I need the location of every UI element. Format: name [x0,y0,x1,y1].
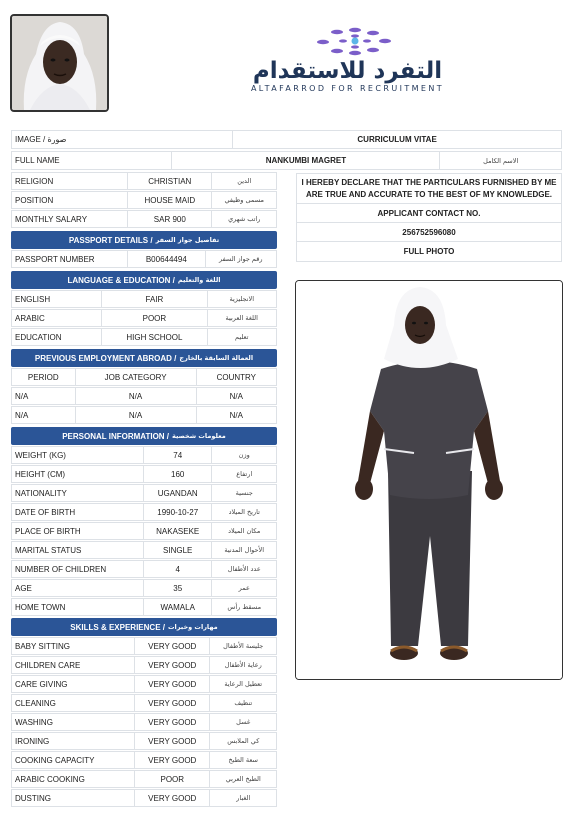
field-value: WAMALA [144,599,213,615]
education-row [11,328,277,346]
full-body-image [296,281,562,679]
language-header [11,271,277,289]
skill-level: VERY GOOD [135,638,210,654]
skill-level: VERY GOOD [135,733,210,749]
religion-row [11,172,277,190]
field-label: RELIGION [12,173,128,189]
field-label: HEIGHT (CM) [12,466,144,482]
skill-label: WASHING [12,714,135,730]
field-arabic: تعليم [235,333,249,341]
portrait-image [12,16,107,110]
logo-emblem [205,22,490,62]
portrait-photo [10,14,109,112]
column-header: JOB CATEGORY [76,369,197,385]
skill-row [11,713,277,731]
field-label: POSITION [12,192,128,208]
field-label: ENGLISH [12,291,102,307]
skill-label: CHILDREN CARE [12,657,135,673]
field-arabic: ارتفاع [236,470,253,478]
header-arabic: تفاصيل جواز السفر [155,236,220,244]
personal-row [11,598,277,616]
skill-label: CLEANING [12,695,135,711]
field-label: EDUCATION [12,329,102,345]
table-cell: N/A [229,391,243,401]
column-header: PERIOD [12,369,76,385]
personal-row [11,465,277,483]
field-arabic: مكان الميلاد [228,527,261,535]
personal-row [11,560,277,578]
field-arabic: اللغة العربية [225,314,258,322]
skill-label: BABY SITTING [12,638,135,654]
field-arabic: راتب شهري [228,215,261,223]
field-arabic: الدين [237,177,252,185]
skill-level: VERY GOOD [135,695,210,711]
table-cell: N/A [12,388,76,404]
contact-value: 256752596080 [297,223,561,242]
header-arabic: مهارات وخبرات [167,623,218,631]
field-label: PASSPORT NUMBER [12,251,128,267]
field-label: ARABIC [12,310,102,326]
header-arabic: العمالة السابقة بالخارج [179,354,254,362]
skill-level: VERY GOOD [135,676,210,692]
table-cell: N/A [12,407,76,423]
logo-english-text: ALTAFARROD FOR RECRUITMENT [250,84,445,93]
header-arabic: معلومات شخصية [172,432,226,440]
full-photo-label: FULL PHOTO [403,247,455,256]
skill-label: COOKING CAPACITY [12,752,135,768]
personal-row [11,579,277,597]
skill-arabic: رعاية الأطفال [224,661,262,669]
header-text: LANGUAGE & EDUCATION / [67,275,175,285]
field-value: POOR [102,310,207,326]
field-value: 35 [144,580,213,596]
employment-columns [11,368,277,386]
field-label: NUMBER OF CHILDREN [12,561,144,577]
declaration-box [296,173,562,262]
field-label: WEIGHT (KG) [12,447,144,463]
skill-label: DUSTING [12,790,135,806]
full-name-value: NANKUMBI MAGRET [172,152,440,169]
position-row [11,191,277,209]
skill-row [11,789,277,807]
personal-row [11,446,277,464]
image-label: IMAGE / صورة [12,131,233,148]
column-header: COUNTRY [216,372,256,382]
field-arabic: وزن [238,451,250,459]
field-value: 1990-10-27 [144,504,213,520]
field-arabic: رقم جواز السفر [219,255,263,263]
field-label: NATIONALITY [12,485,144,501]
field-label: DATE OF BIRTH [12,504,144,520]
passport-row [11,250,277,268]
field-label: AGE [12,580,144,596]
field-label: HOME TOWN [12,599,144,615]
field-value: HIGH SCHOOL [102,329,207,345]
field-arabic: عمر [238,584,250,592]
field-value: 4 [144,561,213,577]
skill-label: ARABIC COOKING [12,771,135,787]
skill-level: POOR [135,771,210,787]
field-value: 74 [144,447,213,463]
skills-header [11,618,277,636]
full-name-row [11,151,562,170]
skill-row [11,656,277,674]
skill-level: VERY GOOD [135,714,210,730]
personal-header [11,427,277,445]
arabic-row [11,309,277,327]
field-arabic: الانجليزية [229,295,254,303]
skill-level: VERY GOOD [135,790,210,806]
cv-title-row [11,130,562,149]
field-arabic: مسقط رأس [227,603,262,611]
salary-row [11,210,277,228]
skill-arabic: سعة الطبخ [228,756,258,764]
passport-header [11,231,277,249]
skill-row [11,770,277,788]
header-text: PERSONAL INFORMATION / [62,431,170,441]
skill-arabic: تنظيف [234,699,253,707]
field-value: NAKASEKE [144,523,213,539]
field-label: MARITAL STATUS [12,542,144,558]
full-body-photo [295,280,563,680]
employment-header [11,349,277,367]
table-cell: N/A [76,407,197,423]
passport-number: B00644494 [128,251,205,267]
logo-arabic-text: التفرد للاستقدام [252,58,443,84]
skill-label: IRONING [12,733,135,749]
skill-arabic: الطبخ العربي [225,775,261,783]
field-arabic: عدد الأطفال [227,565,261,573]
skill-level: VERY GOOD [135,752,210,768]
header-text: PREVIOUS EMPLOYMENT ABROAD / [34,353,177,363]
skill-arabic: كي الملابس [227,737,260,745]
skill-row [11,637,277,655]
personal-row [11,522,277,540]
field-label: PLACE OF BIRTH [12,523,144,539]
skill-level: VERY GOOD [135,657,210,673]
skill-arabic: الغبار [236,794,251,802]
header-arabic: اللغة والتعليم [177,276,221,284]
personal-row [11,541,277,559]
personal-row [11,484,277,502]
field-value: SINGLE [144,542,213,558]
skill-row [11,694,277,712]
table-cell: N/A [229,410,243,420]
header-text: SKILLS & EXPERIENCE / [70,622,165,632]
skill-arabic: تعطيل الرعاية [224,680,263,688]
field-arabic: تاريخ الميلاد [228,508,260,516]
field-label: MONTHLY SALARY [12,211,128,227]
skill-arabic: غسل [236,718,251,726]
field-arabic: جنسية [235,489,253,497]
header-text: PASSPORT DETAILS / [68,235,153,245]
full-name-arabic: الاسم الكامل [483,156,519,165]
skill-row [11,732,277,750]
field-value: HOUSE MAID [128,192,212,208]
skill-row [11,751,277,769]
field-value: SAR 900 [128,211,212,227]
employment-row [11,387,277,405]
skill-arabic: جليسة الأطفال [223,642,264,650]
english-row [11,290,277,308]
cv-title: CURRICULUM VITAE [357,135,437,144]
company-logo [205,22,490,102]
table-cell: N/A [76,388,197,404]
full-name-label: FULL NAME [12,152,172,169]
field-value: CHRISTIAN [128,173,212,189]
field-value: FAIR [102,291,207,307]
contact-label: APPLICANT CONTACT NO. [297,204,561,223]
declaration-text: I HEREBY DECLARE THAT THE PARTICULARS FURNISHED BY ME ARE TRUE AND ACCURATE TO THE BEST OF MY KNOWLEDGE. [297,174,561,204]
field-value: 160 [144,466,213,482]
skill-label: CARE GIVING [12,676,135,692]
employment-row [11,406,277,424]
personal-row [11,503,277,521]
field-arabic: الأحوال المدنية [224,546,265,554]
field-value: UGANDAN [144,485,213,501]
field-arabic: مسمى وظيفي [224,196,264,204]
skill-row [11,675,277,693]
